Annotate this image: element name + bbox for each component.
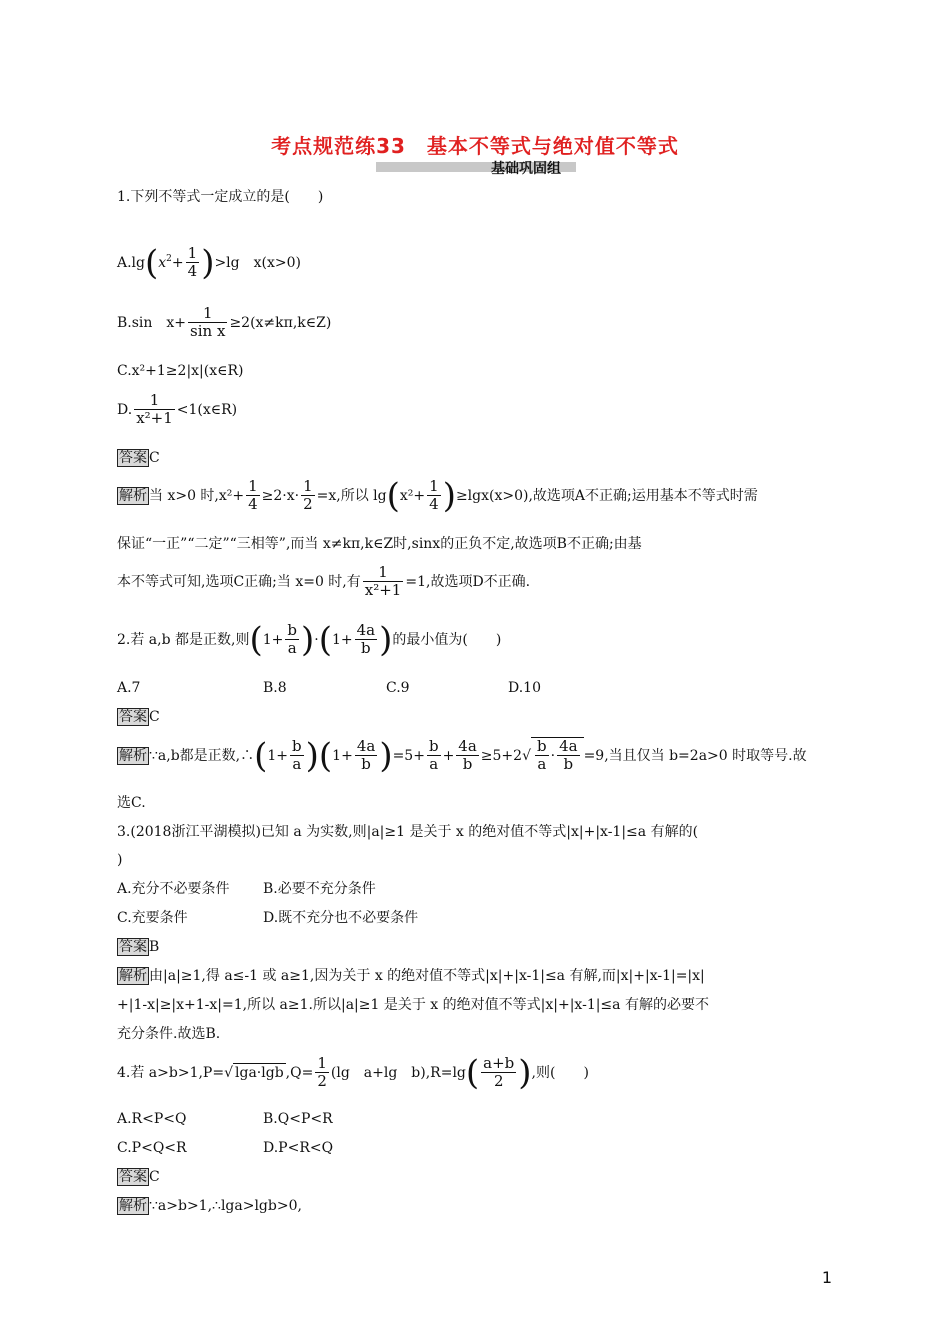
q4-option-d: D.P<R<Q — [263, 1140, 334, 1156]
q2-stem: 2.若 a,b 都是正数,则(1+ $\frac{b}{a}$ )·(1+ $\frac{4a}{b}$ )的最小值为( ) — [117, 619, 502, 660]
q2-analysis-line1: 解析 ∵a,b都是正数,∴(1+ $\frac{b}{a}$ )(1+ $\frac{4a}{b}$ )=5+ $\frac{b}{a}$ + $\frac{4a}{b}$ ≥5+2√ $\frac{b}{a}$ · $\frac{4a}{b}$ =9,当且仅当 b=2a>0 时取等号.故 — [119, 735, 807, 776]
q2-option-b: B.8 — [263, 680, 287, 696]
analysis-tag: 解析 — [119, 747, 147, 764]
page-number: 1 — [821, 1268, 832, 1287]
q1-analysis-line1: 解析 当 x>0 时,x²+ $\frac{1}{4}$ ≥2·x· $\frac{1}{2}$ =x,所以 lg(x²+ $\frac{1}{4}$ )≥lgx(x>0),故选项A不正确;运用基本不等式时需 — [119, 475, 758, 516]
q2-analysis-line2: 选C. — [117, 795, 146, 811]
q2-option-d: D.10 — [508, 680, 541, 696]
q3-option-a: A.充分不必要条件 — [117, 881, 230, 897]
answer-tag: 答案 — [119, 939, 147, 955]
q4-option-a: A.R<P<Q — [117, 1111, 187, 1127]
q4-analysis: 解析 ∵a>b>1,∴lga>lgb>0, — [119, 1198, 302, 1214]
q4-option-c: C.P<Q<R — [117, 1140, 187, 1156]
q3-analysis-line1: 解析 由|a|≥1,得 a≤-1 或 a≥1,因为关于 x 的绝对值不等式|x|+|x-1|≤a 有解,而|x|+|x-1|=|x| — [119, 968, 705, 984]
analysis-tag: 解析 — [119, 968, 147, 984]
analysis-tag: 解析 — [119, 487, 147, 504]
q3-option-d: D.既不充分也不必要条件 — [263, 910, 419, 926]
q3-analysis-line2: +|1-x|≥|x+1-x|=1,所以 a≥1.所以|a|≥1 是关于 x 的绝对值不等式|x|+|x-1|≤a 有解的必要不 — [117, 997, 709, 1013]
q1-stem: 1.下列不等式一定成立的是( ) — [117, 189, 324, 205]
q4-option-b: B.Q<P<R — [263, 1111, 333, 1127]
answer-tag: 答案 — [119, 450, 147, 466]
q3-stem-line2: ) — [117, 852, 123, 868]
section-header — [376, 158, 576, 176]
q1-answer: 答案 C — [119, 450, 160, 466]
q3-answer: 答案 B — [119, 939, 160, 955]
q3-option-c: C.充要条件 — [117, 910, 188, 926]
q2-option-a: A.7 — [117, 680, 141, 696]
q1-option-d: D. $\frac{1}{\text{x²+1}}$ <1(x∈R) — [117, 391, 238, 428]
answer-tag: 答案 — [119, 1169, 147, 1185]
page-title: 考点规范练33 基本不等式与绝对值不等式 — [271, 134, 679, 158]
q4-stem: 4.若 a>b>1,P=√ lga·lgb ,Q= $\frac{1}{2}$ (lg a+lg b),R=lg( $\frac{a+b}{2}$ ),则( ) — [117, 1052, 589, 1093]
q1-option-b: B.sin x+ $\frac{1}{\text{sin x}}$ ≥2(x≠kπ,k∈Z) — [117, 304, 332, 341]
q3-option-b: B.必要不充分条件 — [263, 881, 376, 897]
q3-stem-line1: 3.(2018浙江平湖模拟)已知 a 为实数,则|a|≥1 是关于 x 的绝对值不等式|x|+|x-1|≤a 有解的( — [117, 824, 699, 840]
section-subtitle: 基础巩固组 — [491, 161, 561, 177]
q3-analysis-line3: 充分条件.故选B. — [117, 1026, 221, 1042]
q1-option-a: $A.\lg(x^2+$ $\frac{1}{4}$ )>lg x(x>0) — [117, 242, 301, 283]
q1-analysis-line3: 本不等式可知,选项C正确;当 x=0 时,有 $\frac{1}{\text{x²+1}}$ =1,故选项D不正确. — [117, 563, 531, 600]
q4-answer: 答案 C — [119, 1169, 160, 1185]
q2-answer: 答案 C — [119, 709, 160, 725]
q1-option-c: C.x²+1≥2|x|(x∈R) — [117, 363, 244, 379]
analysis-tag: 解析 — [119, 1198, 147, 1214]
q1-analysis-line2: 保证“一正”“二定”“三相等”,而当 x≠kπ,k∈Z时,sinx的正负不定,故选项B不正确;由基 — [117, 536, 642, 552]
answer-tag: 答案 — [119, 709, 147, 725]
q2-option-c: C.9 — [386, 680, 410, 696]
